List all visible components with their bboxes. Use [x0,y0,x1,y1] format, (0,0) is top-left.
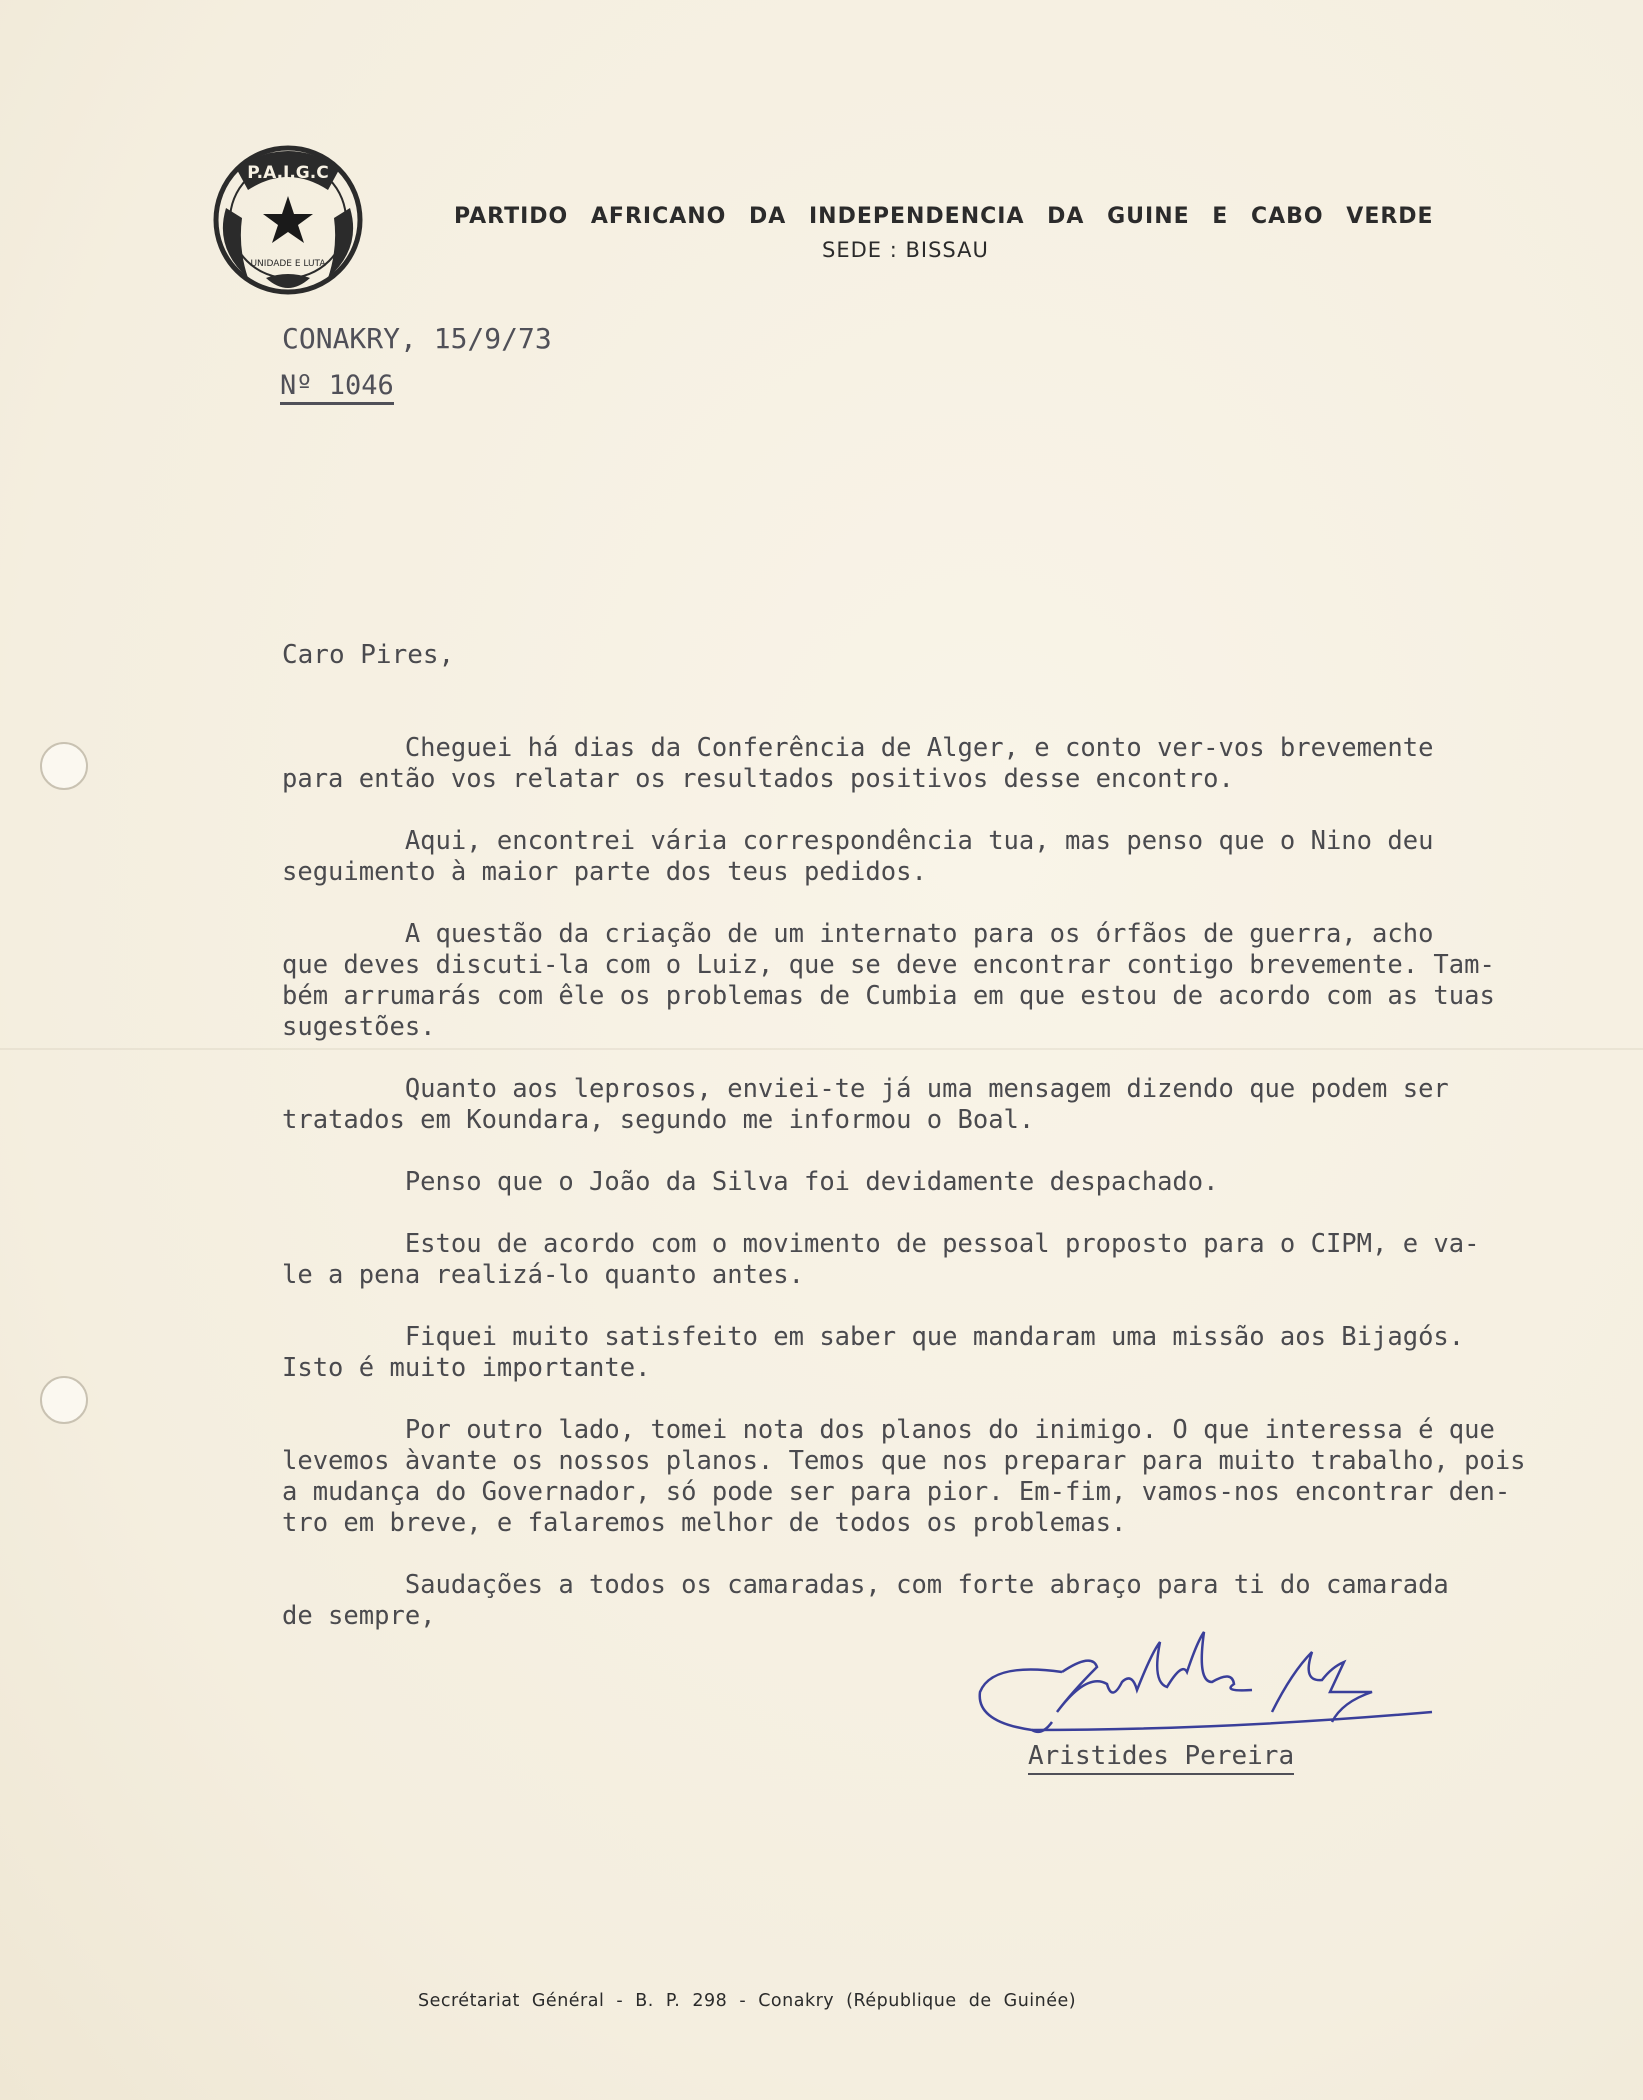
text-line: sugestões. [282,1012,436,1042]
paragraph [282,1415,1632,1539]
organization-seat: SEDE : BISSAU [822,238,989,262]
punch-hole [40,1376,88,1424]
text-line: seguimento à maior parte dos teus pedidos. [282,857,927,887]
text-line: A questão da criação de um internato para os órfãos de guerra, acho [282,919,1434,949]
text-line: Saudações a todos os camaradas, com forte abraço para ti do camarada [282,1570,1449,1600]
text-line: tro em breve, e falaremos melhor de todos os problemas. [282,1508,1127,1538]
punch-hole [40,742,88,790]
salutation: Caro Pires, [282,640,455,670]
handwritten-signature [972,1612,1442,1752]
text-line: Aqui, encontrei vária correspondência tua, mas penso que o Nino deu [282,826,1434,856]
emblem-text: P.A.I.G.C [247,163,329,183]
text-line: tratados em Koundara, segundo me informou o Boal. [282,1105,1035,1135]
emblem-motto: UNIDADE E LUTA [250,259,326,269]
text-line: Estou de acordo com o movimento de pessoal proposto para o CIPM, e va- [282,1229,1480,1259]
text-line: Por outro lado, tomei nota dos planos do inimigo. O que interessa é que [282,1415,1495,1445]
letter-body [282,733,1632,1663]
paigc-emblem [208,138,368,298]
text-line: para então vos relatar os resultados positivos desse encontro. [282,764,1234,794]
place-date: CONAKRY, 15/9/73 [282,322,552,355]
paragraph [282,1167,1632,1198]
paragraph [282,1322,1632,1384]
text-line: Isto é muito importante. [282,1353,651,1383]
text-line: a mudança do Governador, só pode ser para pior. Em-fim, vamos-nos encontrar den- [282,1477,1511,1507]
text-line: bém arrumarás com êle os problemas de Cumbia em que estou de acordo com as tuas [282,981,1495,1011]
paragraph [282,826,1632,888]
text-line: Quanto aos leprosos, enviei-te já uma mensagem dizendo que podem ser [282,1074,1449,1104]
paragraph [282,733,1632,795]
text-line: de sempre, [282,1601,436,1631]
signatory-name: Aristides Pereira [1028,1741,1294,1775]
paragraph [282,919,1632,1043]
paragraph [282,1229,1632,1291]
organization-name: PARTIDO AFRICANO DA INDEPENDENCIA DA GUINE E CABO VERDE [454,204,1434,229]
text-line: Penso que o João da Silva foi devidamente despachado. [282,1167,1219,1197]
reference-number: Nº 1046 [280,370,394,405]
text-line: Fiquei muito satisfeito em saber que mandaram uma missão aos Bijagós. [282,1322,1465,1352]
text-line: Cheguei há dias da Conferência de Alger, e conto ver-vos brevemente [282,733,1434,763]
text-line: le a pena realizá-lo quanto antes. [282,1260,804,1290]
paragraph [282,1074,1632,1136]
text-line: que deves discuti-la com o Luiz, que se deve encontrar contigo brevemente. Tam- [282,950,1495,980]
letterhead-footer: Secrétariat Général - B. P. 298 - Conakry (République de Guinée) [418,1991,1077,2011]
text-line: levemos àvante os nossos planos. Temos que nos preparar para muito trabalho, pois [282,1446,1526,1476]
